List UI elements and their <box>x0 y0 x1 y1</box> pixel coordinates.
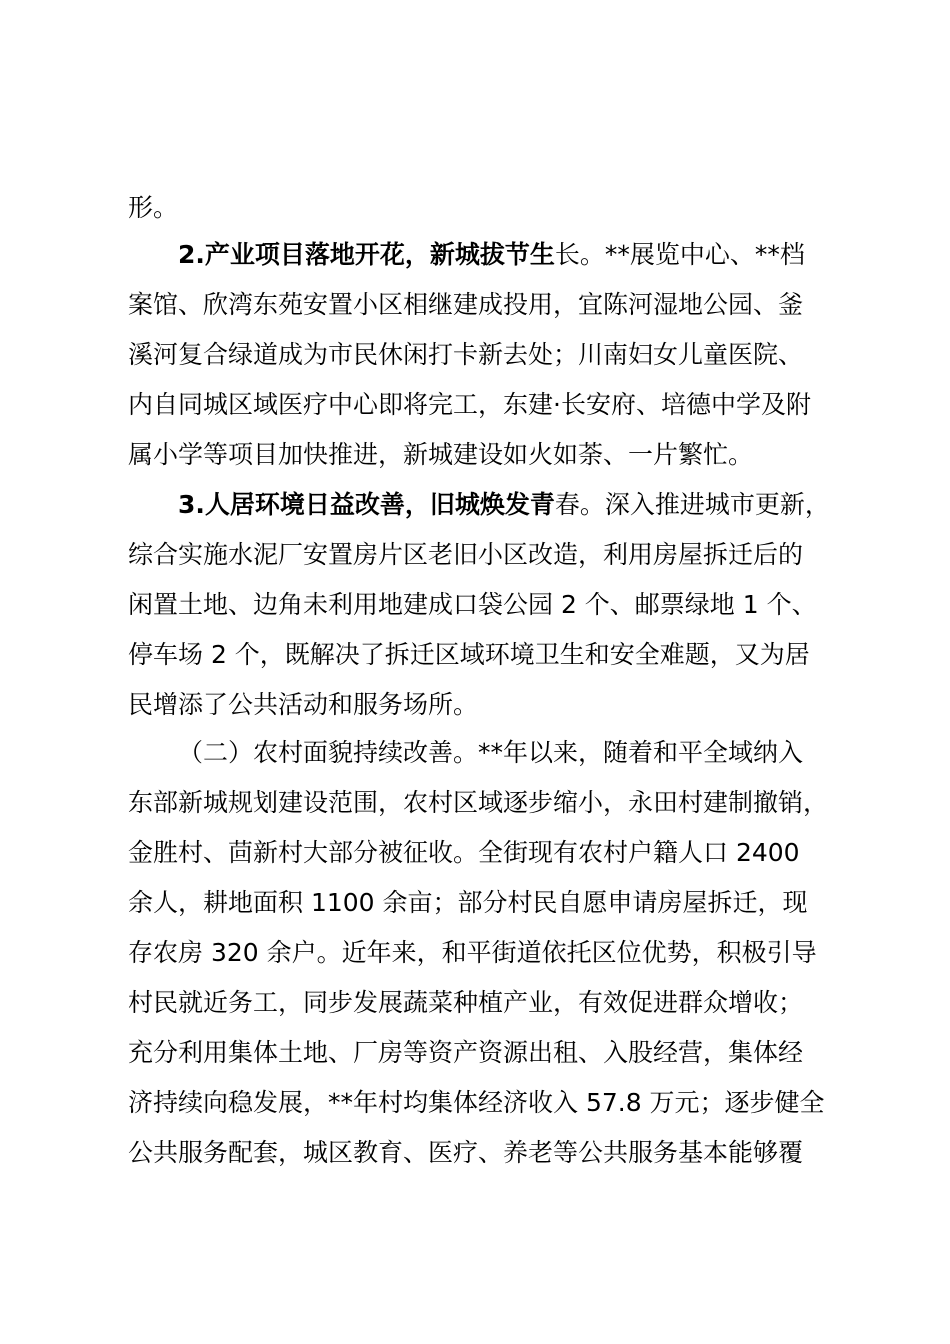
text-line: 金胜村、茴新村大部分被征收。全街现有农村户籍人口 2400 <box>128 838 800 867</box>
section-heading: 2.产业项目落地开花，新城拔节生 <box>178 240 555 269</box>
section-heading: 3.人居环境日益改善，旧城焕发青 <box>178 490 555 519</box>
text-line: 内自同城区域医疗中心即将完工，东建·长安府、培德中学及附 <box>128 390 811 419</box>
text-line: 闲置土地、边角未利用地建成口袋公园 2 个、邮票绿地 1 个、 <box>128 590 817 619</box>
text-line: 东部新城规划建设范围，农村区域逐步缩小，永田村建制撤销， <box>128 788 829 817</box>
text-line: 余人，耕地面积 1100 余亩；部分村民自愿申请房屋拆迁，现 <box>128 888 808 917</box>
text-line: 属小学等项目加快推进，新城建设如火如荼、一片繁忙。 <box>128 440 754 469</box>
text-line: 形。 <box>128 193 179 222</box>
text-line: 综合实施水泥厂安置房片区老旧小区改造，利用房屋拆迁后的 <box>128 540 804 569</box>
text-line: 存农房 320 余户。近年来，和平街道依托区位优势，积极引导 <box>128 938 817 967</box>
text-line: 案馆、欣湾东苑安置小区相继建成投用，宜陈河湿地公园、釜 <box>128 290 804 319</box>
text-line: 公共服务配套，城区教育、医疗、养老等公共服务基本能够覆 <box>128 1138 804 1167</box>
text-line: （二）农村面貌持续改善。**年以来，随着和平全域纳入 <box>178 738 804 767</box>
text-line: 溪河复合绿道成为市民休闲打卡新去处；川南妇女儿童医院、 <box>128 340 804 369</box>
text-run: 春。深入推进城市更新， <box>554 490 830 519</box>
text-line: 民增添了公共活动和服务场所。 <box>128 690 479 719</box>
text-line: 停车场 2 个，既解决了拆迁区域环境卫生和安全难题，又为居 <box>128 640 810 669</box>
text-line: 充分利用集体土地、厂房等资产资源出租、入股经营，集体经 <box>128 1038 804 1067</box>
text-run: 长。**展览中心、**档 <box>554 240 805 269</box>
paragraph-heading-line <box>178 480 868 529</box>
text-line: 济持续向稳发展，**年村均集体经济收入 57.8 万元；逐步健全 <box>128 1088 825 1117</box>
paragraph-heading-line <box>178 230 868 279</box>
text-line: 村民就近务工，同步发展蔬菜种植产业，有效促进群众增收； <box>128 988 804 1017</box>
